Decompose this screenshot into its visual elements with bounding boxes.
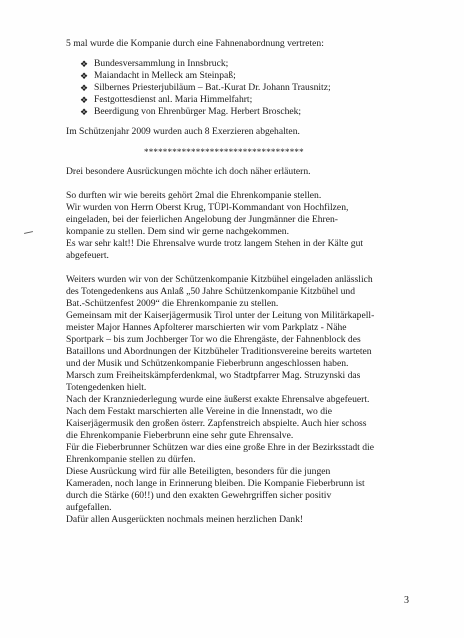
text-line: und der Musik und Schützenkompanie Fieberbrunn angeschlossen haben. [66,358,349,369]
text-line: Kaiserjägermusik den großen österr. Zapfenstreich abspielte. Auch hier schoss [66,418,367,429]
text-line: Sportpark – bis zum Jochberger Tor wo die Ehrengäste, der Fahnenblock des [66,334,361,345]
text-line: Nach der Kranzniederlegung wurde eine äußerst exakte Ehrensalve abgefeuert. [66,394,370,405]
list-item: ❖ Silbernes Priesterjubiläum – Bat.-Kurat Dr. Johann Trausnitz; [80,82,331,93]
text-line: Für die Fieberbrunner Schützen war dies eine große Ehre in der Bezirksstadt die [66,442,374,453]
separator-line: ********************************** [144,147,304,157]
margin-pen-mark [24,231,33,234]
paragraph-hochfilzen [66,190,426,262]
text-line: meister Major Hannes Apfolterer marschierten wir vom Parkplatz - Nähe [66,322,347,333]
exercises-text: Im Schützenjahr 2009 wurden auch 8 Exerzieren abgehalten. [66,126,300,137]
text-line: abgefeuert. [66,250,109,261]
text-line: Marsch zum Freiheitskämpferdenkmal, wo Stadtpfarrer Mag. Struzynski das [66,370,361,381]
text-line: durch die Stärke (60!!) und den exakten Gewehrgriffen sicher positiv [66,490,332,501]
text-line: Bataillons und Abordnungen der Kitzbüheler Traditionsvereine bereits warteten [66,346,372,357]
text-line: Gemeinsam mit der Kaiserjägermusik Tirol unter der Leitung von Militärkapell- [66,310,375,321]
text-line: die Ehrenkompanie Fieberbrunn eine sehr gute Ehrensalve. [66,430,294,441]
text-line: Kameraden, noch lange in Erinnerung bleiben. Die Kompanie Fieberbrunn ist [66,478,365,489]
text-line: Weiters wurden wir von der Schützenkompanie Kitzbühel eingeladen anlässlich [66,274,373,285]
diamond-bullet-icon: ❖ [80,107,89,117]
intro-text: 5 mal wurde die Kompanie durch eine Fahnenabordnung vertreten: [66,38,324,49]
text-line: kompanie zu stellen. Dem sind wir gerne nachgekommen. [66,226,289,237]
diamond-bullet-icon: ❖ [80,83,89,93]
diamond-bullet-icon: ❖ [80,71,89,81]
paragraph-kitzbuehel [66,274,426,526]
list-item: ❖ Beerdigung von Ehrenbürger Mag. Herbert Broschek; [80,106,302,117]
bullet-list [66,58,426,118]
list-item: ❖ Bundesversammlung in Innsbruck; [80,58,229,69]
text-line: Nach dem Festakt marschierten alle Vereine in die Innenstadt, wo die [66,406,332,417]
list-item: ❖ Festgottesdienst anl. Maria Himmelfahrt; [80,94,253,105]
page-number: 3 [404,595,409,606]
text-line: des Totengedenkens aus Anlaß „50 Jahre Schützenkompanie Kitzbühel und [66,286,356,297]
document-body [66,38,426,526]
text-line: So durften wir wie bereits gehört 2mal die Ehrenkompanie stellen. [66,190,322,201]
text-line: Totengedenken hielt. [66,382,147,393]
list-item: ❖ Maiandacht in Melleck am Steinpaß; [80,70,236,81]
text-line: Ehrenkompanie stellen zu dürfen. [66,454,196,465]
text-line: Dafür allen Ausgerückten nochmals meinen herzlichen Dank! [66,514,304,525]
diamond-bullet-icon: ❖ [80,59,89,69]
text-line: eingeladen, bei der feierlichen Angelobung der Jungmänner die Ehren- [66,214,338,225]
text-line: Wir wurden von Herrn Oberst Krug, TÜPl-Kommandant von Hochfilzen, [66,202,349,213]
diamond-bullet-icon: ❖ [80,95,89,105]
text-line: Diese Ausrückung wird für alle Beteiligten, besonders für die jungen [66,466,331,477]
text-line: Bat.-Schützenfest 2009“ die Ehrenkompanie zu stellen. [66,298,279,309]
paragraph-intro: Drei besondere Ausrückungen möchte ich doch näher erläutern. [66,166,311,177]
text-line: Es war sehr kalt!! Die Ehrensalve wurde trotz langem Stehen in der Kälte gut [66,238,364,249]
text-line: aufgefallen. [66,502,112,513]
